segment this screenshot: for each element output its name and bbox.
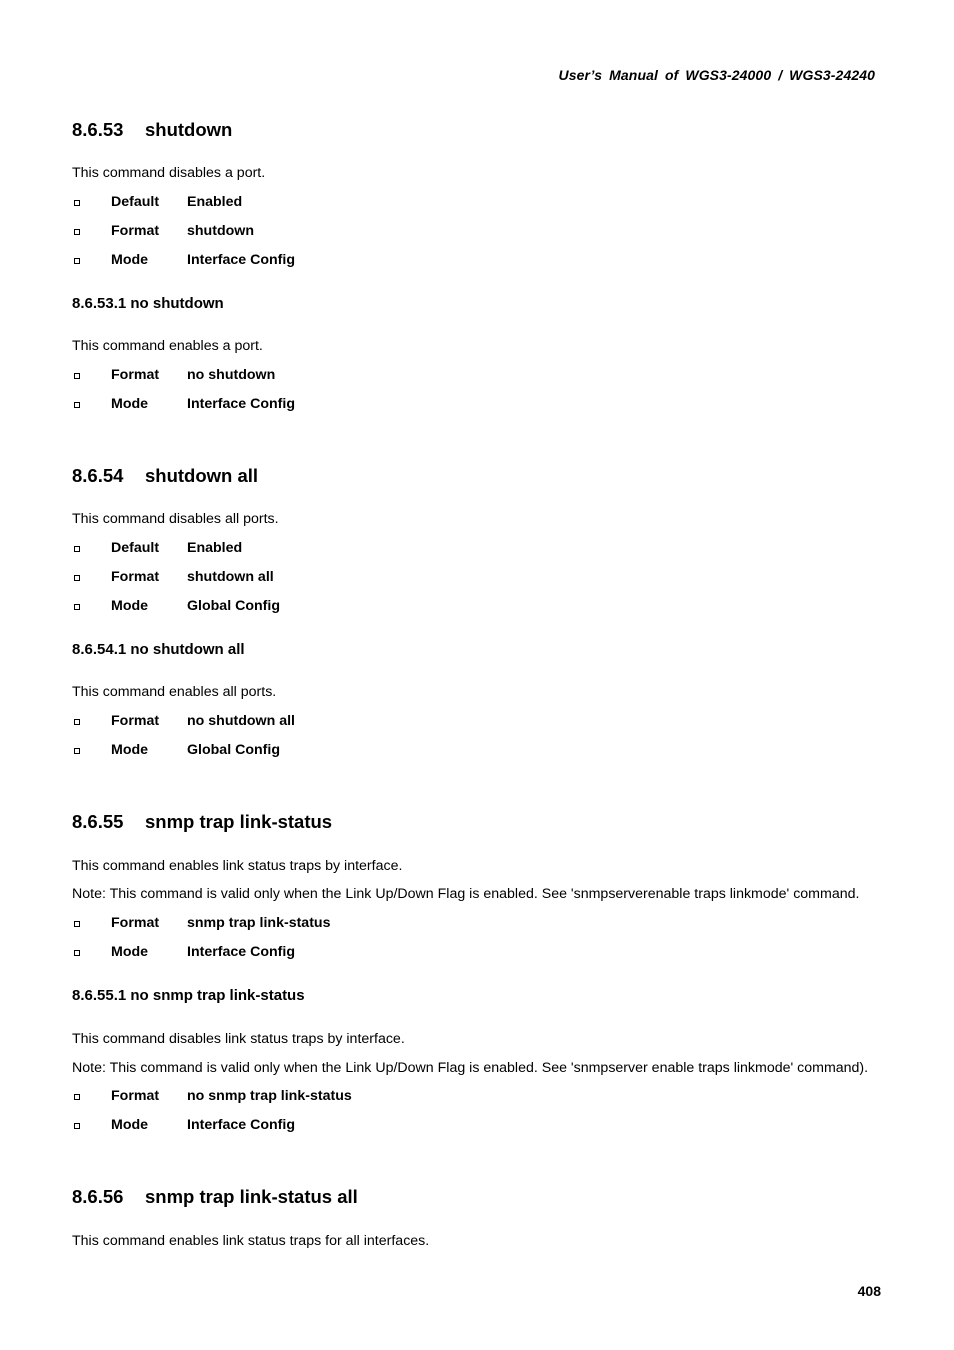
paragraph: This command enables all ports. [72, 684, 277, 700]
list-item [72, 396, 295, 412]
list-item [72, 598, 280, 614]
section-heading-8-6-54 [72, 465, 258, 487]
list-item [72, 569, 274, 585]
section-title: snmp trap link-status all [145, 1186, 358, 1207]
section-title: shutdown all [145, 465, 259, 486]
bullet-square-icon [74, 546, 80, 552]
item-key: Format [111, 915, 160, 931]
bullet-square-icon [74, 748, 80, 754]
paragraph: This command disables link status traps by interface. [72, 1031, 405, 1047]
list-item [72, 223, 254, 239]
bullet-square-icon [74, 719, 80, 725]
item-key: Mode [111, 252, 149, 268]
item-value: no snmp trap link-status [187, 1088, 352, 1104]
item-key: Mode [111, 396, 149, 412]
list-item [72, 367, 275, 383]
list-item [72, 252, 295, 268]
list-item [72, 915, 330, 931]
list-item [72, 1088, 352, 1104]
note-paragraph: Note: This command is valid only when the Link Up/Down Flag is enabled. See 'snmpserverenable traps linkmode' command. [72, 886, 860, 902]
list-item [72, 944, 295, 960]
item-key: Format [111, 223, 160, 239]
item-key: Mode [111, 1117, 149, 1133]
item-key: Mode [111, 598, 149, 614]
list-item [72, 1117, 295, 1133]
subsection-heading: 8.6.55.1 no snmp trap link-status [72, 987, 305, 1004]
bullet-square-icon [74, 229, 80, 235]
item-value: no shutdown [187, 367, 276, 383]
section-number: 8.6.56 [72, 1186, 124, 1207]
note-paragraph: Note: This command is valid only when the Link Up/Down Flag is enabled. See 'snmpserver enable traps linkmode' command). [72, 1060, 869, 1076]
list-item [72, 713, 295, 729]
section-heading-8-6-53 [72, 119, 232, 141]
item-value: Enabled [187, 540, 243, 556]
bullet-square-icon [74, 373, 80, 379]
item-value: Enabled [187, 194, 243, 210]
item-key: Format [111, 569, 160, 585]
section-title: shutdown [145, 119, 233, 140]
bullet-square-icon [74, 604, 80, 610]
section-number: 8.6.53 [72, 119, 124, 140]
section-title: snmp trap link-status [145, 811, 333, 832]
item-value: Global Config [187, 598, 280, 614]
paragraph: This command disables all ports. [72, 511, 279, 527]
bullet-square-icon [74, 1123, 80, 1129]
list-item [72, 742, 280, 758]
item-value: Interface Config [187, 1117, 295, 1133]
item-value: no shutdown all [187, 713, 295, 729]
item-value: Interface Config [187, 944, 295, 960]
item-value: Interface Config [187, 396, 295, 412]
paragraph: This command enables link status traps by interface. [72, 858, 403, 874]
bullet-square-icon [74, 402, 80, 408]
paragraph: This command disables a port. [72, 165, 266, 181]
item-value: Interface Config [187, 252, 295, 268]
item-value: shutdown all [187, 569, 274, 585]
item-key: Format [111, 713, 160, 729]
item-value: snmp trap link-status [187, 915, 331, 931]
paragraph: This command enables link status traps for all interfaces. [72, 1233, 430, 1249]
item-key: Default [111, 194, 160, 210]
page-number: 408 [857, 1283, 881, 1299]
bullet-square-icon [74, 258, 80, 264]
section-heading-8-6-55 [72, 811, 332, 833]
bullet-square-icon [74, 950, 80, 956]
subsection-heading: 8.6.53.1 no shutdown [72, 295, 224, 312]
bullet-square-icon [74, 575, 80, 581]
subsection-heading: 8.6.54.1 no shutdown all [72, 641, 245, 658]
bullet-square-icon [74, 200, 80, 206]
item-key: Mode [111, 742, 149, 758]
item-key: Mode [111, 944, 149, 960]
paragraph: This command enables a port. [72, 338, 263, 354]
bullet-square-icon [74, 1094, 80, 1100]
list-item [72, 194, 242, 210]
item-value: shutdown [187, 223, 254, 239]
section-heading-8-6-56 [72, 1186, 358, 1208]
item-key: Format [111, 1088, 160, 1104]
item-key: Format [111, 367, 160, 383]
item-value: Global Config [187, 742, 280, 758]
section-number: 8.6.54 [72, 465, 124, 486]
page-header: User’s Manual of WGS3-24000 / WGS3-24240 [558, 67, 875, 83]
section-number: 8.6.55 [72, 811, 124, 832]
bullet-square-icon [74, 921, 80, 927]
item-key: Default [111, 540, 160, 556]
list-item [72, 540, 242, 556]
